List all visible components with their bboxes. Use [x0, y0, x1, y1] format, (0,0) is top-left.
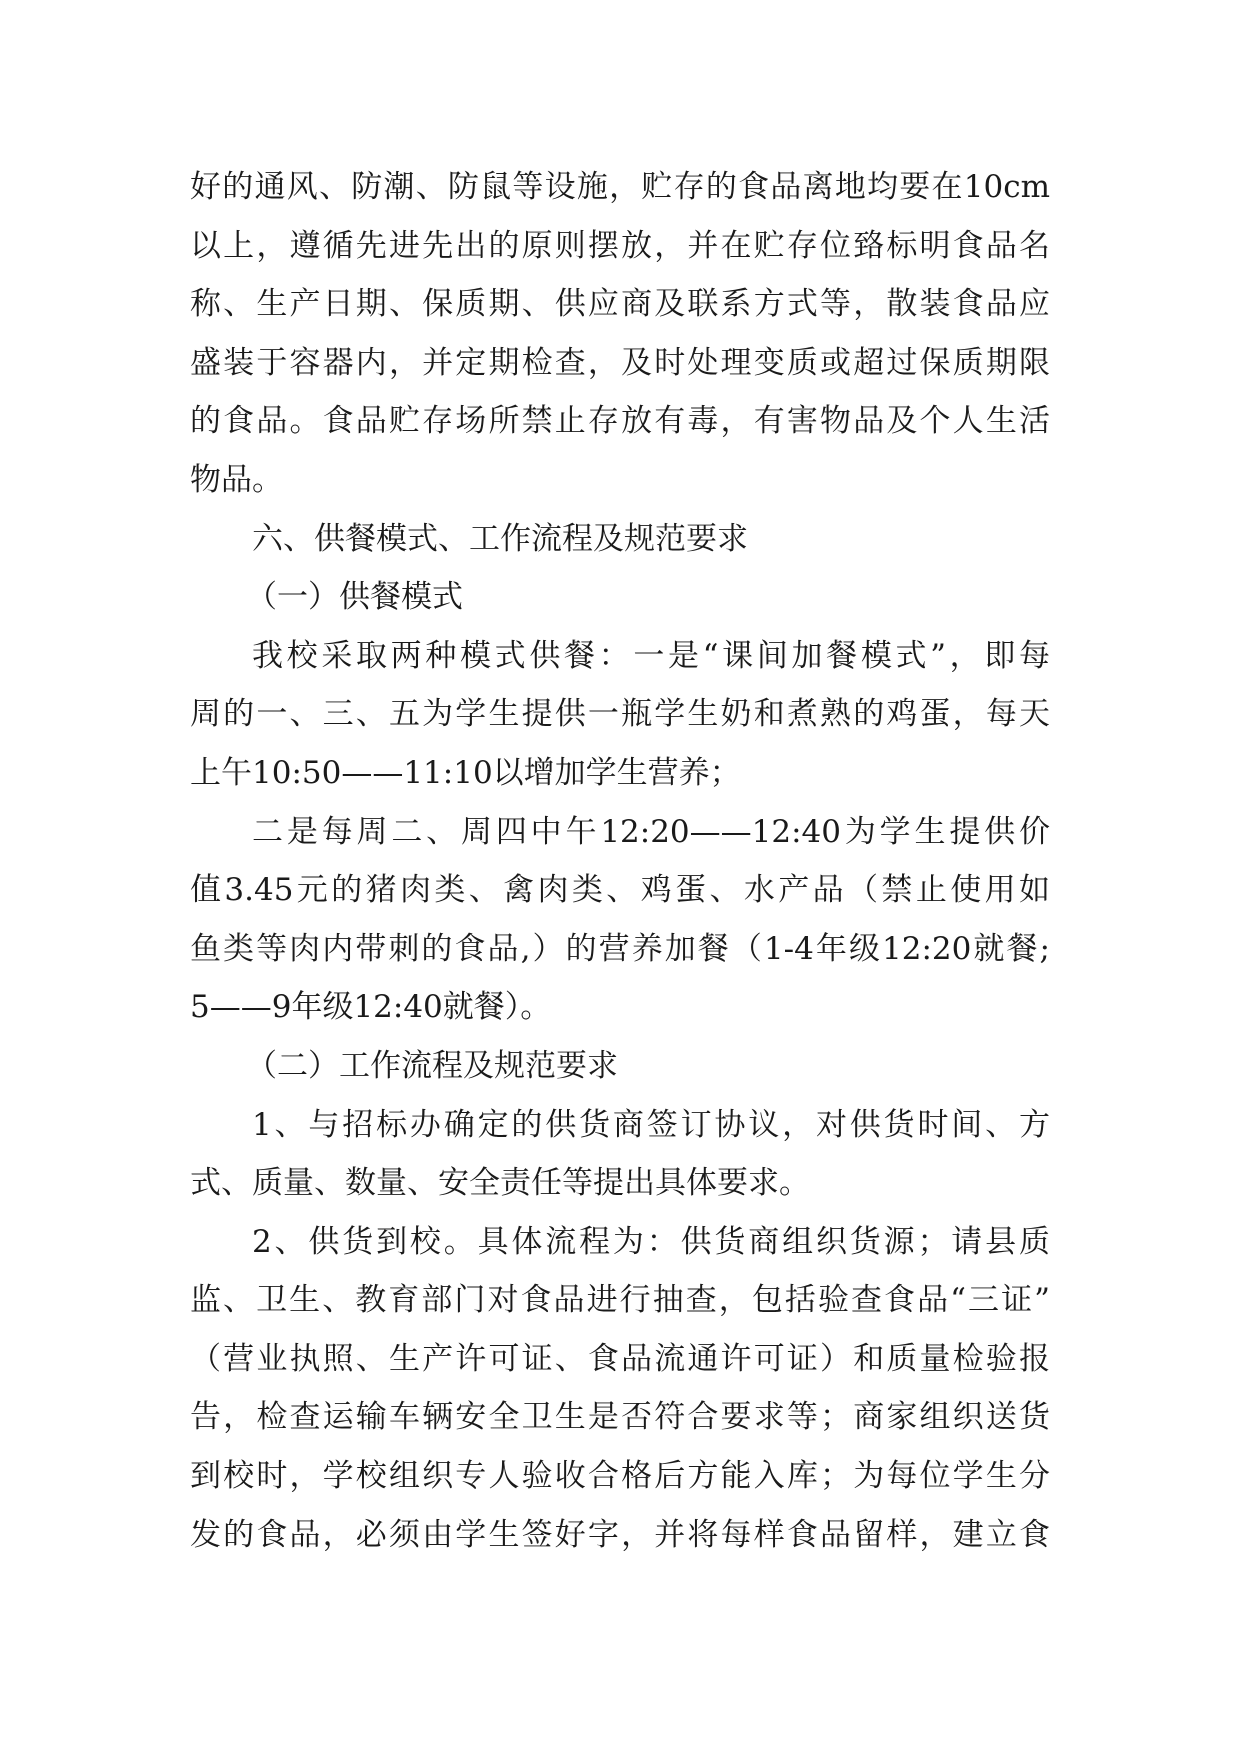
paragraph-line: 物品。	[190, 461, 283, 498]
paragraph-line: 以上，遵循先进先出的原则摆放，并在贮存位臵标明食品名	[190, 227, 1050, 264]
paragraph-line: 二是每周二、周四中午12:20——12:40为学生提供价	[252, 813, 1050, 850]
paragraph-line: 称、生产日期、保质期、供应商及联系方式等，散装食品应	[190, 286, 1050, 323]
paragraph-line: 1、与招标办确定的供货商签订协议，对供货时间、方	[252, 1106, 1050, 1143]
paragraph-line: 告，检查运输车辆安全卫生是否符合要求等；商家组织送货	[190, 1399, 1050, 1436]
paragraph-line: 发的食品，必须由学生签好字，并将每样食品留样，建立食	[190, 1516, 1050, 1553]
paragraph-line: 好的通风、防潮、防鼠等设施，贮存的食品离地均要在10cm	[190, 169, 1050, 205]
paragraph-line: 监、卫生、教育部门对食品进行抽查，包括验查食品“三证”	[190, 1282, 1050, 1319]
paragraph-line: 盛装于容器内，并定期检查，及时处理变质或超过保质期限	[190, 344, 1050, 381]
paragraph-line: 周的一、三、五为学生提供一瓶学生奶和煮熟的鸡蛋，每天	[190, 696, 1050, 733]
paragraph-line: （营业执照、生产许可证、食品流通许可证）和质量检验报	[190, 1340, 1050, 1377]
paragraph-line: 值3.45元的猪肉类、禽肉类、鸡蛋、水产品（禁止使用如	[190, 872, 1050, 909]
section-heading: 六、供餐模式、工作流程及规范要求	[252, 520, 748, 557]
document-body	[190, 158, 1050, 1564]
paragraph-line: 式、质量、数量、安全责任等提出具体要求。	[190, 1165, 810, 1202]
paragraph-line: 我校采取两种模式供餐：一是“课间加餐模式”，即每	[252, 637, 1050, 674]
paragraph-line: 到校时，学校组织专人验收合格后方能入库；为每位学生分	[190, 1458, 1050, 1495]
paragraph-line: 5——9年级12:40就餐）。	[190, 989, 552, 1026]
paragraph-line: 上午10:50——11:10以增加学生营养；	[190, 754, 741, 791]
paragraph-line: 2、供货到校。具体流程为：供货商组织货源；请县质	[252, 1223, 1050, 1260]
paragraph-line: 的食品。食品贮存场所禁止存放有毒，有害物品及个人生活	[190, 403, 1050, 440]
subsection-heading: （二）工作流程及规范要求	[246, 1047, 618, 1084]
subsection-heading: （一）供餐模式	[246, 579, 463, 616]
paragraph-line: 鱼类等肉内带刺的食品,）的营养加餐（1-4年级12:20就餐;	[190, 930, 1050, 967]
